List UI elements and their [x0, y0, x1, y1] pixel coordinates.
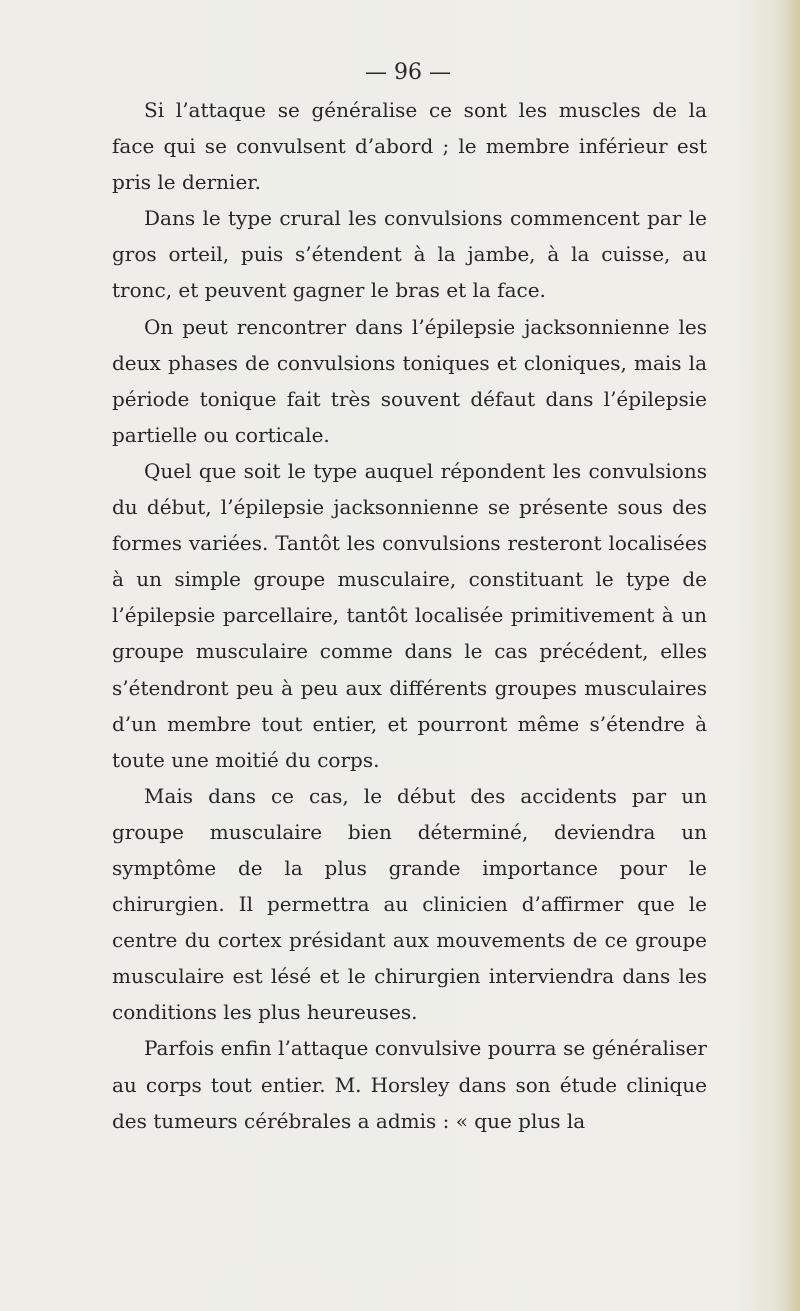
paragraph-2: Dans le type crural les convulsions commencent par le gros orteil, puis s’étendent à la jambe, à la cuisse, au tronc, et peuvent gagner le bras et la face. [112, 206, 707, 303]
paragraph-1: Si l’attaque se généralise ce sont les muscles de la face qui se convulsent d’abord ; le membre inférieur est pris le dernier. [112, 98, 707, 195]
paragraph-5: Mais dans ce cas, le début des accidents par un groupe musculaire bien déterminé, deviendra un symptôme de la plus grande importance pour le chirurgien. Il permettra au clinicien d’affirmer que le centre du cortex présidant aux mouvements de ce groupe musculaire est lésé et le chirurgien interviendra dans les conditions les plus heureuses. [112, 783, 707, 1025]
paragraph-4: Quel que soit le type auquel répondent les convulsions du début, l’épilepsie jacksonnienne se présente sous des formes variées. Tantôt les convulsions resteront localisées à un simple groupe musculaire, constituant le type de l’épilepsie parcellaire, tantôt localisée primitivement à un groupe musculaire comme dans le cas précédent, elles s’étendront peu à peu aux différents groupes musculaires d’un membre tout entier, et pourront même s’étendre à toute une moitié du corps. [112, 458, 707, 772]
page-number: — 96 — [365, 60, 451, 85]
page-edge-shadow [786, 0, 800, 1311]
body-text [112, 92, 707, 1139]
paragraph-6: Parfois enfin l’attaque convulsive pourra se généraliser au corps tout entier. M. Horsley dans son étude clinique des tumeurs cérébrales a admis : « que plus la [112, 1036, 707, 1133]
paragraph-3: On peut rencontrer dans l’épilepsie jacksonnienne les deux phases de convulsions toniques et cloniques, mais la période tonique fait très souvent défaut dans l’épilepsie partielle ou corticale. [112, 314, 707, 447]
